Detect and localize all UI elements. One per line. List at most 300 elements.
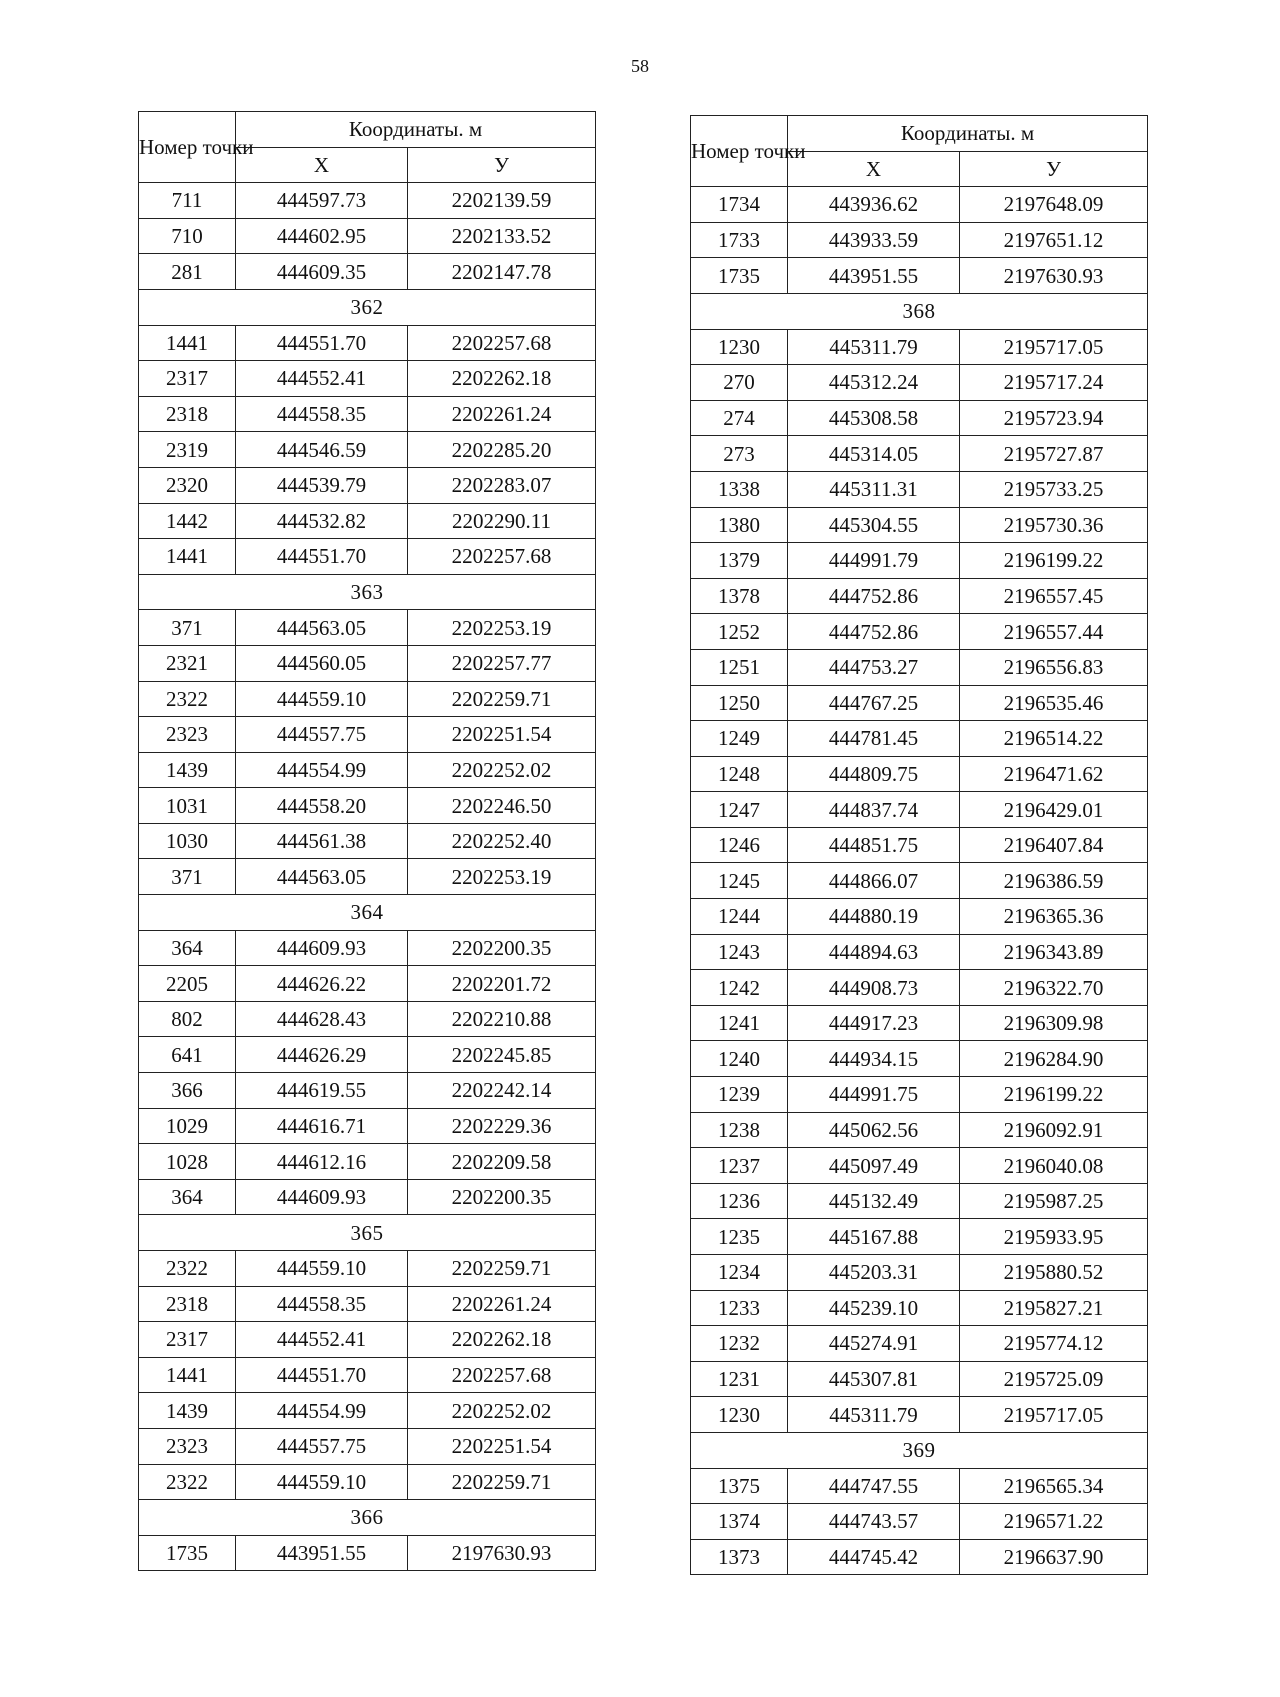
x-coordinate-cell: 444546.59 <box>236 432 408 468</box>
section-number: 365 <box>139 1215 596 1251</box>
section-row <box>691 1432 1148 1468</box>
x-coordinate-cell: 445167.88 <box>788 1219 960 1255</box>
table-row <box>691 1361 1148 1397</box>
table-row <box>139 1322 596 1358</box>
coordinates-table-right <box>690 115 1148 1575</box>
point-number-cell: 1251 <box>691 649 788 685</box>
table-row <box>691 863 1148 899</box>
point-number-cell: 1242 <box>691 970 788 1006</box>
x-coordinate-cell: 444747.55 <box>788 1468 960 1504</box>
table-row <box>691 507 1148 543</box>
point-number-cell: 1380 <box>691 507 788 543</box>
table-row <box>691 934 1148 970</box>
point-number-cell: 2320 <box>139 467 236 503</box>
point-number-cell: 1442 <box>139 503 236 539</box>
y-coordinate-cell: 2202200.35 <box>408 930 596 966</box>
point-number-header: Номер точки <box>691 116 788 187</box>
y-coordinate-cell: 2196557.44 <box>960 614 1148 650</box>
x-coordinate-cell: 444991.75 <box>788 1077 960 1113</box>
y-coordinate-cell: 2202290.11 <box>408 503 596 539</box>
y-coordinate-cell: 2197648.09 <box>960 187 1148 223</box>
x-coordinate-cell: 444880.19 <box>788 899 960 935</box>
section-row <box>139 1500 596 1536</box>
x-coordinate-cell: 445311.79 <box>788 1397 960 1433</box>
y-coordinate-cell: 2195717.05 <box>960 329 1148 365</box>
section-number: 368 <box>691 293 1148 329</box>
y-coordinate-cell: 2202251.54 <box>408 717 596 753</box>
table-row <box>691 1468 1148 1504</box>
x-coordinate-cell: 444552.41 <box>236 1322 408 1358</box>
y-coordinate-cell: 2196471.62 <box>960 756 1148 792</box>
point-number-cell: 1733 <box>691 222 788 258</box>
table-row <box>691 365 1148 401</box>
point-number-cell: 1439 <box>139 752 236 788</box>
y-coordinate-cell: 2196429.01 <box>960 792 1148 828</box>
y-coordinate-cell: 2196343.89 <box>960 934 1148 970</box>
point-number-cell: 274 <box>691 400 788 436</box>
coordinates-header: Координаты. м <box>788 116 1148 152</box>
x-coordinate-cell: 444743.57 <box>788 1504 960 1540</box>
table-row <box>691 578 1148 614</box>
section-number: 364 <box>139 895 596 931</box>
coordinates-header: Координаты. м <box>236 112 596 148</box>
table-row <box>691 756 1148 792</box>
table-row <box>691 543 1148 579</box>
point-number-cell: 1240 <box>691 1041 788 1077</box>
y-coordinate-cell: 2202246.50 <box>408 788 596 824</box>
point-number-cell: 1248 <box>691 756 788 792</box>
x-coordinate-cell: 444866.07 <box>788 863 960 899</box>
x-coordinate-cell: 444917.23 <box>788 1005 960 1041</box>
y-coordinate-cell: 2196514.22 <box>960 721 1148 757</box>
x-coordinate-cell: 444851.75 <box>788 827 960 863</box>
x-coordinate-cell: 444837.74 <box>788 792 960 828</box>
table-row <box>691 1290 1148 1326</box>
y-coordinate-cell: 2202257.77 <box>408 645 596 681</box>
table-row <box>691 1005 1148 1041</box>
x-coordinate-cell: 444559.10 <box>236 1464 408 1500</box>
x-coordinate-cell: 443933.59 <box>788 222 960 258</box>
y-coordinate-cell: 2196571.22 <box>960 1504 1148 1540</box>
y-coordinate-cell: 2202285.20 <box>408 432 596 468</box>
section-number: 369 <box>691 1432 1148 1468</box>
point-number-cell: 2322 <box>139 1251 236 1287</box>
table-row <box>139 503 596 539</box>
point-number-cell: 364 <box>139 1179 236 1215</box>
table-row <box>691 1539 1148 1575</box>
y-coordinate-cell: 2196199.22 <box>960 1077 1148 1113</box>
table-row <box>691 1504 1148 1540</box>
y-coordinate-cell: 2197651.12 <box>960 222 1148 258</box>
point-number-cell: 1031 <box>139 788 236 824</box>
y-coordinate-cell: 2195774.12 <box>960 1326 1148 1362</box>
point-number-cell: 2205 <box>139 966 236 1002</box>
section-row <box>139 895 596 931</box>
table-row <box>139 1357 596 1393</box>
x-coordinate-cell: 444908.73 <box>788 970 960 1006</box>
table-row <box>139 681 596 717</box>
x-coordinate-cell: 444602.95 <box>236 218 408 254</box>
x-coordinate-cell: 445203.31 <box>788 1255 960 1291</box>
section-row <box>139 574 596 610</box>
table-row <box>139 1535 596 1571</box>
coordinates-table-left <box>138 111 596 1571</box>
point-number-header: Номер точки <box>139 112 236 183</box>
x-coordinate-cell: 443951.55 <box>788 258 960 294</box>
x-coordinate-cell: 445239.10 <box>788 1290 960 1326</box>
x-coordinate-cell: 444557.75 <box>236 1428 408 1464</box>
x-coordinate-cell: 445062.56 <box>788 1112 960 1148</box>
table-row <box>139 1108 596 1144</box>
table-row <box>139 467 596 503</box>
x-coordinate-cell: 445314.05 <box>788 436 960 472</box>
point-number-cell: 371 <box>139 610 236 646</box>
x-coordinate-cell: 444609.93 <box>236 1179 408 1215</box>
y-coordinate-cell: 2202229.36 <box>408 1108 596 1144</box>
point-number-cell: 1734 <box>691 187 788 223</box>
y-coordinate-cell: 2202209.58 <box>408 1144 596 1180</box>
x-coordinate-cell: 444609.93 <box>236 930 408 966</box>
y-coordinate-cell: 2195727.87 <box>960 436 1148 472</box>
point-number-cell: 1252 <box>691 614 788 650</box>
x-coordinate-cell: 444626.22 <box>236 966 408 1002</box>
x-coordinate-cell: 445311.79 <box>788 329 960 365</box>
y-coordinate-cell: 2202253.19 <box>408 610 596 646</box>
point-number-cell: 1234 <box>691 1255 788 1291</box>
table-row <box>691 1077 1148 1113</box>
y-coordinate-cell: 2195827.21 <box>960 1290 1148 1326</box>
point-number-cell: 2323 <box>139 717 236 753</box>
x-coordinate-cell: 443951.55 <box>236 1535 408 1571</box>
point-number-cell: 1250 <box>691 685 788 721</box>
y-coordinate-cell: 2196535.46 <box>960 685 1148 721</box>
x-coordinate-cell: 445274.91 <box>788 1326 960 1362</box>
table-row <box>139 254 596 290</box>
y-coordinate-cell: 2202139.59 <box>408 183 596 219</box>
x-coordinate-cell: 444767.25 <box>788 685 960 721</box>
x-coordinate-cell: 444612.16 <box>236 1144 408 1180</box>
point-number-cell: 366 <box>139 1073 236 1109</box>
x-coordinate-cell: 444551.70 <box>236 325 408 361</box>
table-row <box>139 183 596 219</box>
page-number: 58 <box>631 56 649 76</box>
table-row <box>691 329 1148 365</box>
x-coordinate-cell: 444558.35 <box>236 1286 408 1322</box>
x-coordinate-cell: 444563.05 <box>236 610 408 646</box>
section-row <box>691 293 1148 329</box>
point-number-cell: 1231 <box>691 1361 788 1397</box>
x-coordinate-cell: 444559.10 <box>236 681 408 717</box>
y-coordinate-cell: 2202259.71 <box>408 1251 596 1287</box>
table-row <box>139 1001 596 1037</box>
table-row <box>139 1073 596 1109</box>
point-number-cell: 1233 <box>691 1290 788 1326</box>
point-number-cell: 711 <box>139 183 236 219</box>
table-row <box>691 721 1148 757</box>
y-coordinate-cell: 2196407.84 <box>960 827 1148 863</box>
y-coordinate-cell: 2202210.88 <box>408 1001 596 1037</box>
y-column-header: У <box>408 147 596 183</box>
point-number-cell: 1374 <box>691 1504 788 1540</box>
table-row <box>139 859 596 895</box>
x-coordinate-cell: 444753.27 <box>788 649 960 685</box>
point-number-cell: 1249 <box>691 721 788 757</box>
x-coordinate-cell: 444745.42 <box>788 1539 960 1575</box>
table-row <box>139 396 596 432</box>
point-number-cell: 2323 <box>139 1428 236 1464</box>
y-coordinate-cell: 2202253.19 <box>408 859 596 895</box>
x-coordinate-cell: 444752.86 <box>788 578 960 614</box>
table-row <box>139 325 596 361</box>
table-row <box>139 1393 596 1429</box>
point-number-cell: 2317 <box>139 1322 236 1358</box>
table-row <box>139 645 596 681</box>
table-row <box>139 218 596 254</box>
y-coordinate-cell: 2195933.95 <box>960 1219 1148 1255</box>
point-number-cell: 1441 <box>139 1357 236 1393</box>
x-coordinate-cell: 444628.43 <box>236 1001 408 1037</box>
table-header-row <box>139 112 596 148</box>
y-coordinate-cell: 2202257.68 <box>408 325 596 361</box>
table-row <box>139 717 596 753</box>
table-row <box>691 970 1148 1006</box>
x-coordinate-cell: 444558.20 <box>236 788 408 824</box>
table-row <box>691 1397 1148 1433</box>
table-row <box>139 1286 596 1322</box>
table-row <box>691 899 1148 935</box>
x-coordinate-cell: 444563.05 <box>236 859 408 895</box>
point-number-cell: 1230 <box>691 1397 788 1433</box>
y-coordinate-cell: 2196365.36 <box>960 899 1148 935</box>
point-number-cell: 1378 <box>691 578 788 614</box>
section-number: 366 <box>139 1500 596 1536</box>
point-number-cell: 1029 <box>139 1108 236 1144</box>
x-coordinate-cell: 444609.35 <box>236 254 408 290</box>
y-coordinate-cell: 2196637.90 <box>960 1539 1148 1575</box>
point-number-cell: 1735 <box>139 1535 236 1571</box>
table-row <box>691 1183 1148 1219</box>
point-number-cell: 2318 <box>139 1286 236 1322</box>
table-row <box>139 361 596 397</box>
point-number-cell: 710 <box>139 218 236 254</box>
y-coordinate-cell: 2196556.83 <box>960 649 1148 685</box>
y-coordinate-cell: 2195987.25 <box>960 1183 1148 1219</box>
y-coordinate-cell: 2202245.85 <box>408 1037 596 1073</box>
point-number-cell: 1245 <box>691 863 788 899</box>
point-number-cell: 2322 <box>139 1464 236 1500</box>
point-number-cell: 2317 <box>139 361 236 397</box>
y-coordinate-cell: 2202262.18 <box>408 1322 596 1358</box>
point-number-cell: 270 <box>691 365 788 401</box>
y-coordinate-cell: 2202259.71 <box>408 1464 596 1500</box>
x-coordinate-cell: 444551.70 <box>236 539 408 575</box>
table-row <box>139 1464 596 1500</box>
x-coordinate-cell: 444532.82 <box>236 503 408 539</box>
table-row <box>691 1219 1148 1255</box>
x-coordinate-cell: 444619.55 <box>236 1073 408 1109</box>
y-coordinate-cell: 2196309.98 <box>960 1005 1148 1041</box>
table-header-row <box>691 116 1148 152</box>
y-coordinate-cell: 2202257.68 <box>408 539 596 575</box>
point-number-cell: 1379 <box>691 543 788 579</box>
y-coordinate-cell: 2202283.07 <box>408 467 596 503</box>
y-coordinate-cell: 2202252.40 <box>408 823 596 859</box>
table-row <box>139 432 596 468</box>
point-number-cell: 1246 <box>691 827 788 863</box>
y-coordinate-cell: 2196557.45 <box>960 578 1148 614</box>
y-coordinate-cell: 2202147.78 <box>408 254 596 290</box>
point-number-cell: 1232 <box>691 1326 788 1362</box>
y-coordinate-cell: 2195717.24 <box>960 365 1148 401</box>
x-coordinate-cell: 444626.29 <box>236 1037 408 1073</box>
y-coordinate-cell: 2202200.35 <box>408 1179 596 1215</box>
table-row <box>691 792 1148 828</box>
y-coordinate-cell: 2202201.72 <box>408 966 596 1002</box>
y-coordinate-cell: 2202262.18 <box>408 361 596 397</box>
y-coordinate-cell: 2196284.90 <box>960 1041 1148 1077</box>
point-number-cell: 273 <box>691 436 788 472</box>
y-coordinate-cell: 2195730.36 <box>960 507 1148 543</box>
y-coordinate-cell: 2202259.71 <box>408 681 596 717</box>
table-row <box>691 1112 1148 1148</box>
x-coordinate-cell: 444559.10 <box>236 1251 408 1287</box>
x-coordinate-cell: 445132.49 <box>788 1183 960 1219</box>
point-number-cell: 1735 <box>691 258 788 294</box>
point-number-cell: 1230 <box>691 329 788 365</box>
x-coordinate-cell: 445307.81 <box>788 1361 960 1397</box>
table-row <box>691 222 1148 258</box>
x-coordinate-cell: 445308.58 <box>788 400 960 436</box>
table-row <box>139 539 596 575</box>
y-coordinate-cell: 2196040.08 <box>960 1148 1148 1184</box>
section-row <box>139 289 596 325</box>
point-number-cell: 2322 <box>139 681 236 717</box>
x-coordinate-cell: 445312.24 <box>788 365 960 401</box>
point-number-cell: 1235 <box>691 1219 788 1255</box>
point-number-cell: 2319 <box>139 432 236 468</box>
table-row <box>139 966 596 1002</box>
table-row <box>691 685 1148 721</box>
table-row <box>691 436 1148 472</box>
y-coordinate-cell: 2195725.09 <box>960 1361 1148 1397</box>
y-coordinate-cell: 2202252.02 <box>408 1393 596 1429</box>
table-row <box>691 258 1148 294</box>
y-coordinate-cell: 2195723.94 <box>960 400 1148 436</box>
point-number-cell: 1441 <box>139 325 236 361</box>
x-coordinate-cell: 445311.31 <box>788 471 960 507</box>
point-number-cell: 1338 <box>691 471 788 507</box>
point-number-cell: 1030 <box>139 823 236 859</box>
x-coordinate-cell: 444551.70 <box>236 1357 408 1393</box>
table-row <box>139 1179 596 1215</box>
y-coordinate-cell: 2202261.24 <box>408 396 596 432</box>
x-coordinate-cell: 444781.45 <box>788 721 960 757</box>
table-row <box>691 1255 1148 1291</box>
x-coordinate-cell: 444560.05 <box>236 645 408 681</box>
table-row <box>139 1144 596 1180</box>
y-coordinate-cell: 2202257.68 <box>408 1357 596 1393</box>
table-row <box>691 187 1148 223</box>
point-number-cell: 1375 <box>691 1468 788 1504</box>
point-number-cell: 1244 <box>691 899 788 935</box>
table-row <box>139 752 596 788</box>
y-coordinate-cell: 2202251.54 <box>408 1428 596 1464</box>
y-column-header: У <box>960 151 1148 187</box>
y-coordinate-cell: 2195880.52 <box>960 1255 1148 1291</box>
table-row <box>139 1251 596 1287</box>
point-number-cell: 802 <box>139 1001 236 1037</box>
table-row <box>139 823 596 859</box>
point-number-cell: 2318 <box>139 396 236 432</box>
section-number: 363 <box>139 574 596 610</box>
point-number-cell: 1238 <box>691 1112 788 1148</box>
x-coordinate-cell: 445304.55 <box>788 507 960 543</box>
point-number-cell: 641 <box>139 1037 236 1073</box>
table-row <box>139 1428 596 1464</box>
x-column-header: X <box>236 147 408 183</box>
x-coordinate-cell: 444616.71 <box>236 1108 408 1144</box>
y-coordinate-cell: 2196199.22 <box>960 543 1148 579</box>
point-number-cell: 1439 <box>139 1393 236 1429</box>
point-number-cell: 1373 <box>691 1539 788 1575</box>
point-number-cell: 1239 <box>691 1077 788 1113</box>
point-number-cell: 1247 <box>691 792 788 828</box>
x-coordinate-cell: 445097.49 <box>788 1148 960 1184</box>
x-coordinate-cell: 444597.73 <box>236 183 408 219</box>
section-row <box>139 1215 596 1251</box>
y-coordinate-cell: 2202252.02 <box>408 752 596 788</box>
point-number-cell: 1441 <box>139 539 236 575</box>
y-coordinate-cell: 2196565.34 <box>960 1468 1148 1504</box>
y-coordinate-cell: 2197630.93 <box>960 258 1148 294</box>
point-number-cell: 371 <box>139 859 236 895</box>
x-coordinate-cell: 444554.99 <box>236 1393 408 1429</box>
y-coordinate-cell: 2195733.25 <box>960 471 1148 507</box>
x-coordinate-cell: 444558.35 <box>236 396 408 432</box>
x-coordinate-cell: 444894.63 <box>788 934 960 970</box>
point-number-cell: 1243 <box>691 934 788 970</box>
y-coordinate-cell: 2197630.93 <box>408 1535 596 1571</box>
x-coordinate-cell: 444561.38 <box>236 823 408 859</box>
x-column-header: X <box>788 151 960 187</box>
y-coordinate-cell: 2196386.59 <box>960 863 1148 899</box>
x-coordinate-cell: 444557.75 <box>236 717 408 753</box>
point-number-cell: 1237 <box>691 1148 788 1184</box>
x-coordinate-cell: 444809.75 <box>788 756 960 792</box>
table-row <box>139 1037 596 1073</box>
table-row <box>139 610 596 646</box>
x-coordinate-cell: 444752.86 <box>788 614 960 650</box>
table-body-right <box>691 187 1148 1575</box>
table-row <box>691 614 1148 650</box>
x-coordinate-cell: 444539.79 <box>236 467 408 503</box>
point-number-cell: 1028 <box>139 1144 236 1180</box>
table-row <box>691 1041 1148 1077</box>
table-body-left <box>139 183 596 1571</box>
y-coordinate-cell: 2202261.24 <box>408 1286 596 1322</box>
table-row <box>139 788 596 824</box>
section-number: 362 <box>139 289 596 325</box>
y-coordinate-cell: 2202133.52 <box>408 218 596 254</box>
point-number-cell: 2321 <box>139 645 236 681</box>
table-row <box>691 827 1148 863</box>
table-row <box>691 1148 1148 1184</box>
table-row <box>139 930 596 966</box>
point-number-cell: 281 <box>139 254 236 290</box>
y-coordinate-cell: 2195717.05 <box>960 1397 1148 1433</box>
x-coordinate-cell: 444934.15 <box>788 1041 960 1077</box>
x-coordinate-cell: 444554.99 <box>236 752 408 788</box>
